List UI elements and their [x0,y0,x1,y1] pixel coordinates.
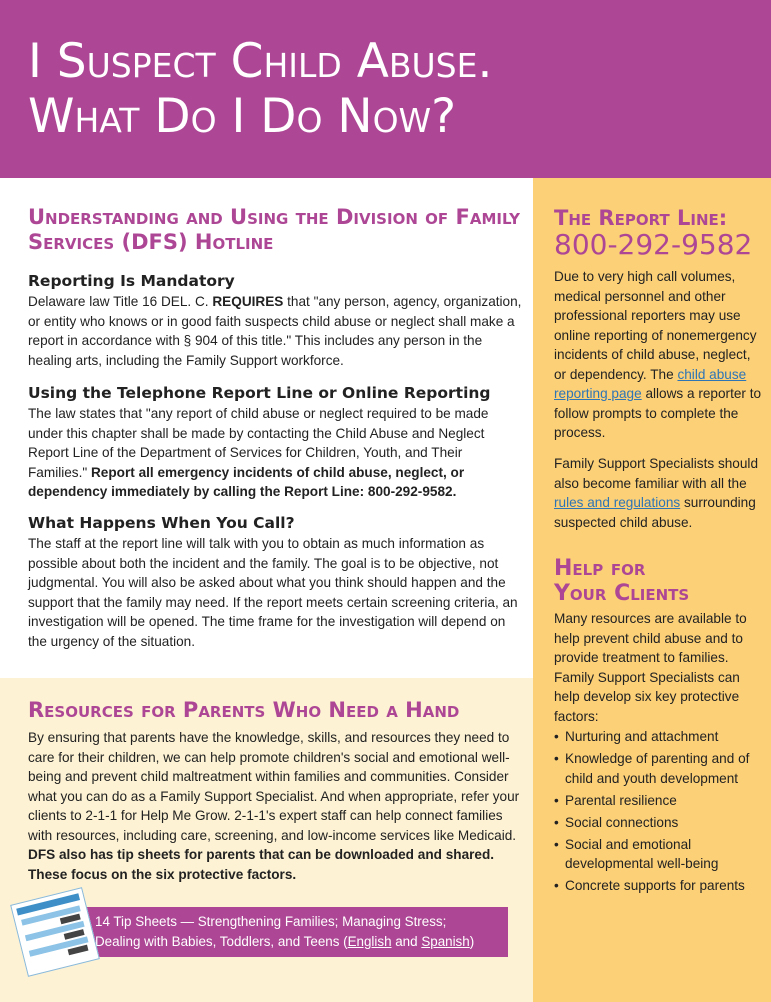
resources-text [28,728,523,884]
spanish-link[interactable]: Spanish [421,934,470,949]
sidebar [533,178,771,1002]
tip-sheets-line-2 [95,932,498,952]
text-span: surrounding suspected child abuse. [554,495,756,530]
help-clients-title [554,556,766,606]
page-title [28,34,748,144]
what-happens-section [28,513,523,651]
list-item: • Concrete supports for parents [554,876,766,896]
reporting-mandatory-section [28,271,523,370]
text-span: and [391,934,422,949]
list-item: • Nurturing and attachment [554,727,766,747]
text-span: By ensuring that parents have the knowledge, skills, and resources they need to care for their children, we can help promote children's social and emotional well-being and prevent child maltreatment within families and communities. Consider what you can do as a Family Support Specialist. And when appropriate, refer your clients to 2-1-1 for Help Me Grow. 2-1-1's expert staff can help connect families with resources, including care, screening, and low-income services like Medicaid. [28,730,520,843]
main-content [0,178,533,678]
rules-text [554,454,766,532]
text-span: allows a reporter to follow prompts to complete the process. [554,386,762,440]
page-title-line-2: What Do I Do Now? [28,89,457,144]
report-line-phone[interactable]: 800-292-9582 [554,228,753,261]
list-item: • Parental resilience [554,791,766,811]
text-span: ) [469,934,475,949]
tip-sheets-banner [86,907,508,957]
report-line-text [28,404,523,502]
header-banner [0,0,771,178]
help-title-line-1: Help for [554,556,646,581]
child-abuse-reporting-link[interactable]: child abuse reporting page [554,366,747,401]
report-line-title: The Report Line: [554,206,728,230]
online-reporting-text [554,267,766,443]
hotline-section-title: Understanding and Using the Division of Family Services (DFS) Hotline [28,205,521,254]
text-span: The law states that "any report of child abuse or neglect required to be made under this chapter shall be made by contacting the Child Abuse and Neglect Report Line of the Department of Services for Children, Youth, and Their Families." [28,406,489,480]
text-span: Dealing with Babies, Toddlers, and Teens ( [95,934,348,949]
tip-sheets-bold: DFS also has tip sheets for parents that can be downloaded and shared. These focus on the six protective factors. [28,847,495,882]
list-item: • Social and emotional developmental well-being [554,835,766,874]
page-title-line-1: I Suspect Child Abuse. [28,34,493,89]
reporting-mandatory-heading: Reporting Is Mandatory [28,272,235,290]
text-span: Delaware law Title 16 DEL. C. [28,294,213,309]
report-line-section [28,383,523,502]
requires-bold: REQUIRES [212,294,284,309]
report-line-heading: Using the Telephone Report Line or Online Reporting [28,384,491,402]
list-item: • Knowledge of parenting and of child and youth development [554,749,766,788]
protective-factors-list [554,727,766,898]
resources-title: Resources for Parents Who Need a Hand [28,698,460,722]
reporting-mandatory-text [28,292,523,370]
rules-regulations-link[interactable]: rules and regulations [554,495,681,510]
emergency-bold: Report all emergency incidents of child abuse, neglect, or dependency immediately by calling the Report Line: 800-292-9582. [28,464,465,499]
tip-sheet-thumbnail-icon[interactable] [10,887,100,977]
what-happens-text: The staff at the report line will talk with you to obtain as much information as possible about both the incident and the family. The goal is to be objective, not judgmental. You will also be asked about what you think should happen and the support that the family may need. If the report meets certain screening criteria, an investigation will be opened. The time frame for the investigation will depend on the urgency of the situation. [28,536,518,649]
list-item: • Social connections [554,813,766,833]
resources-section [0,678,533,1002]
tip-sheets-line-1: 14 Tip Sheets — Strengthening Families; Managing Stress; [95,914,447,929]
what-happens-heading: What Happens When You Call? [28,514,295,532]
text-span: Family Support Specialists should also become familiar with all the [554,456,758,491]
english-link[interactable]: English [347,934,392,949]
help-title-line-2: Your Clients [554,581,690,606]
help-clients-text: Many resources are available to help prevent child abuse and to provide treatment to families. Family Support Specialists can help develop six key protective factors: [554,611,747,724]
text-span: Due to very high call volumes, medical personnel and other professional reporters may use online reporting of nonemergency incidents of child abuse, neglect, or dependency. The [554,269,757,382]
text-span: that "any person, agency, organization, or entity who knows or in good faith suspects child abuse or neglect shall make a report in accordance with § 904 of this title." This includes any person in the healing arts, including the Family Support workforce. [28,294,522,368]
